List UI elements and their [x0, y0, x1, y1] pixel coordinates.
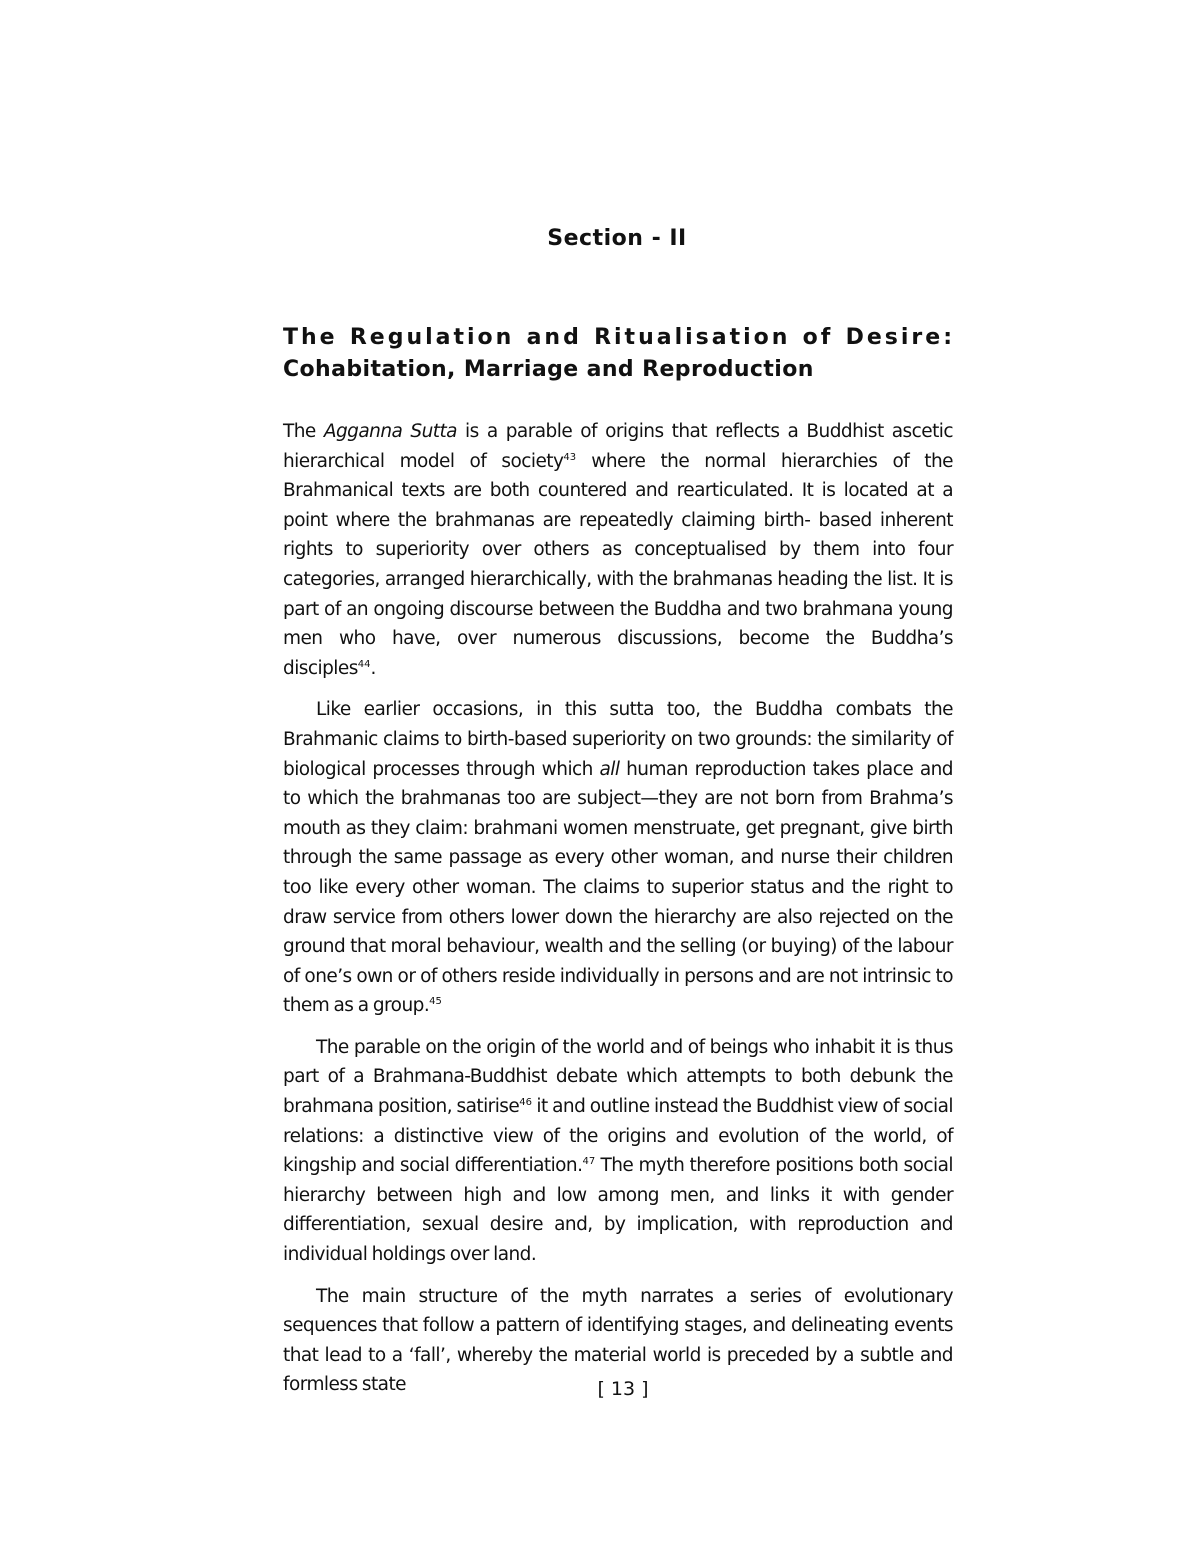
- chapter-title: [283, 322, 955, 386]
- paragraph-2-text-b: human reproduction takes place and to which the brahmanas too are subject—they are not born from Brahma’s mouth as they claim: brahmani women menstruate, get pregnant, give birth through the same passage as every other woman, and nurse their children too like every other woman. The claims to superior status and the right to draw service from others lower down the hierarchy are also rejected on the ground that moral behaviour, wealth and the selling (or buying) of the labour of one’s own or of others reside individually in persons and are not intrinsic to them as a group.: [283, 758, 953, 1017]
- page-number: [ 13 ]: [597, 1378, 649, 1400]
- footnote-ref-43: 43: [563, 451, 577, 463]
- section-heading: Section - II: [547, 226, 687, 251]
- paragraph-1-intro: The: [283, 421, 324, 442]
- paragraph-3-text-b: it and outline instead the Buddhist view of social relations: a distinctive view of the origins and evolution of the world, of kingship and social differentiation.: [283, 1096, 953, 1177]
- body-text: [283, 417, 953, 1412]
- paragraph-1: [283, 417, 953, 683]
- emphasis-all: all: [599, 758, 620, 780]
- paragraph-3-text-a: The parable on the origin of the world and of beings who inhabit it is thus part of a Brahmana-Buddhist debate which attempts to both debunk the brahmana position, satirise: [283, 1036, 953, 1118]
- footnote-ref-45: 45: [429, 996, 442, 1008]
- footnote-ref-44: 44: [357, 658, 371, 670]
- chapter-title-line-1: The Regulation and Ritualisation of Desire:: [283, 325, 955, 350]
- paragraph-1-text-b: where the normal hierarchies of the Brahmanical texts are both countered and rearticulated. It is located at a point where the brahmanas are repeatedly claiming birth- based inherent rights to superiority over others as conceptualised by them into four categories, arranged hierarchically, with the brahmanas heading the list. It is part of an ongoing discourse between the Buddha and two brahmana young men who have, over numerous discussions, become the Buddha’s disciples: [283, 450, 953, 679]
- paragraph-3-text-c: The myth therefore positions both social hierarchy between high and low among men, and links it with gender differentiation, sexual desire and, by implication, with reproduction and individual holdings over land.: [283, 1155, 953, 1266]
- paragraph-1-text-a: is a parable of origins that reflects a Buddhist ascetic hierarchical model of society: [283, 421, 954, 472]
- chapter-title-line-2: Cohabitation, Marriage and Reproduction: [283, 357, 814, 382]
- paragraph-2-text-a: Like earlier occasions, in this sutta too, the Buddha combats the Brahmanic claims to birth-based superiority on two grounds: the similarity of biological processes through which: [283, 699, 953, 780]
- footnote-ref-46: 46: [519, 1097, 532, 1109]
- paragraph-2: [283, 695, 953, 1021]
- paragraph-3: [283, 1033, 953, 1270]
- paragraph-4-text: The main structure of the myth narrates a series of evolutionary sequences that follow a pattern of identifying stages, and delineating events that lead to a ‘fall’, whereby the material world is preceded by a subtle and formless state: [283, 1285, 953, 1396]
- sutta-title: Agganna Sutta: [323, 421, 457, 442]
- footnote-ref-47: 47: [582, 1156, 596, 1168]
- paragraph-1-end: .: [370, 657, 376, 679]
